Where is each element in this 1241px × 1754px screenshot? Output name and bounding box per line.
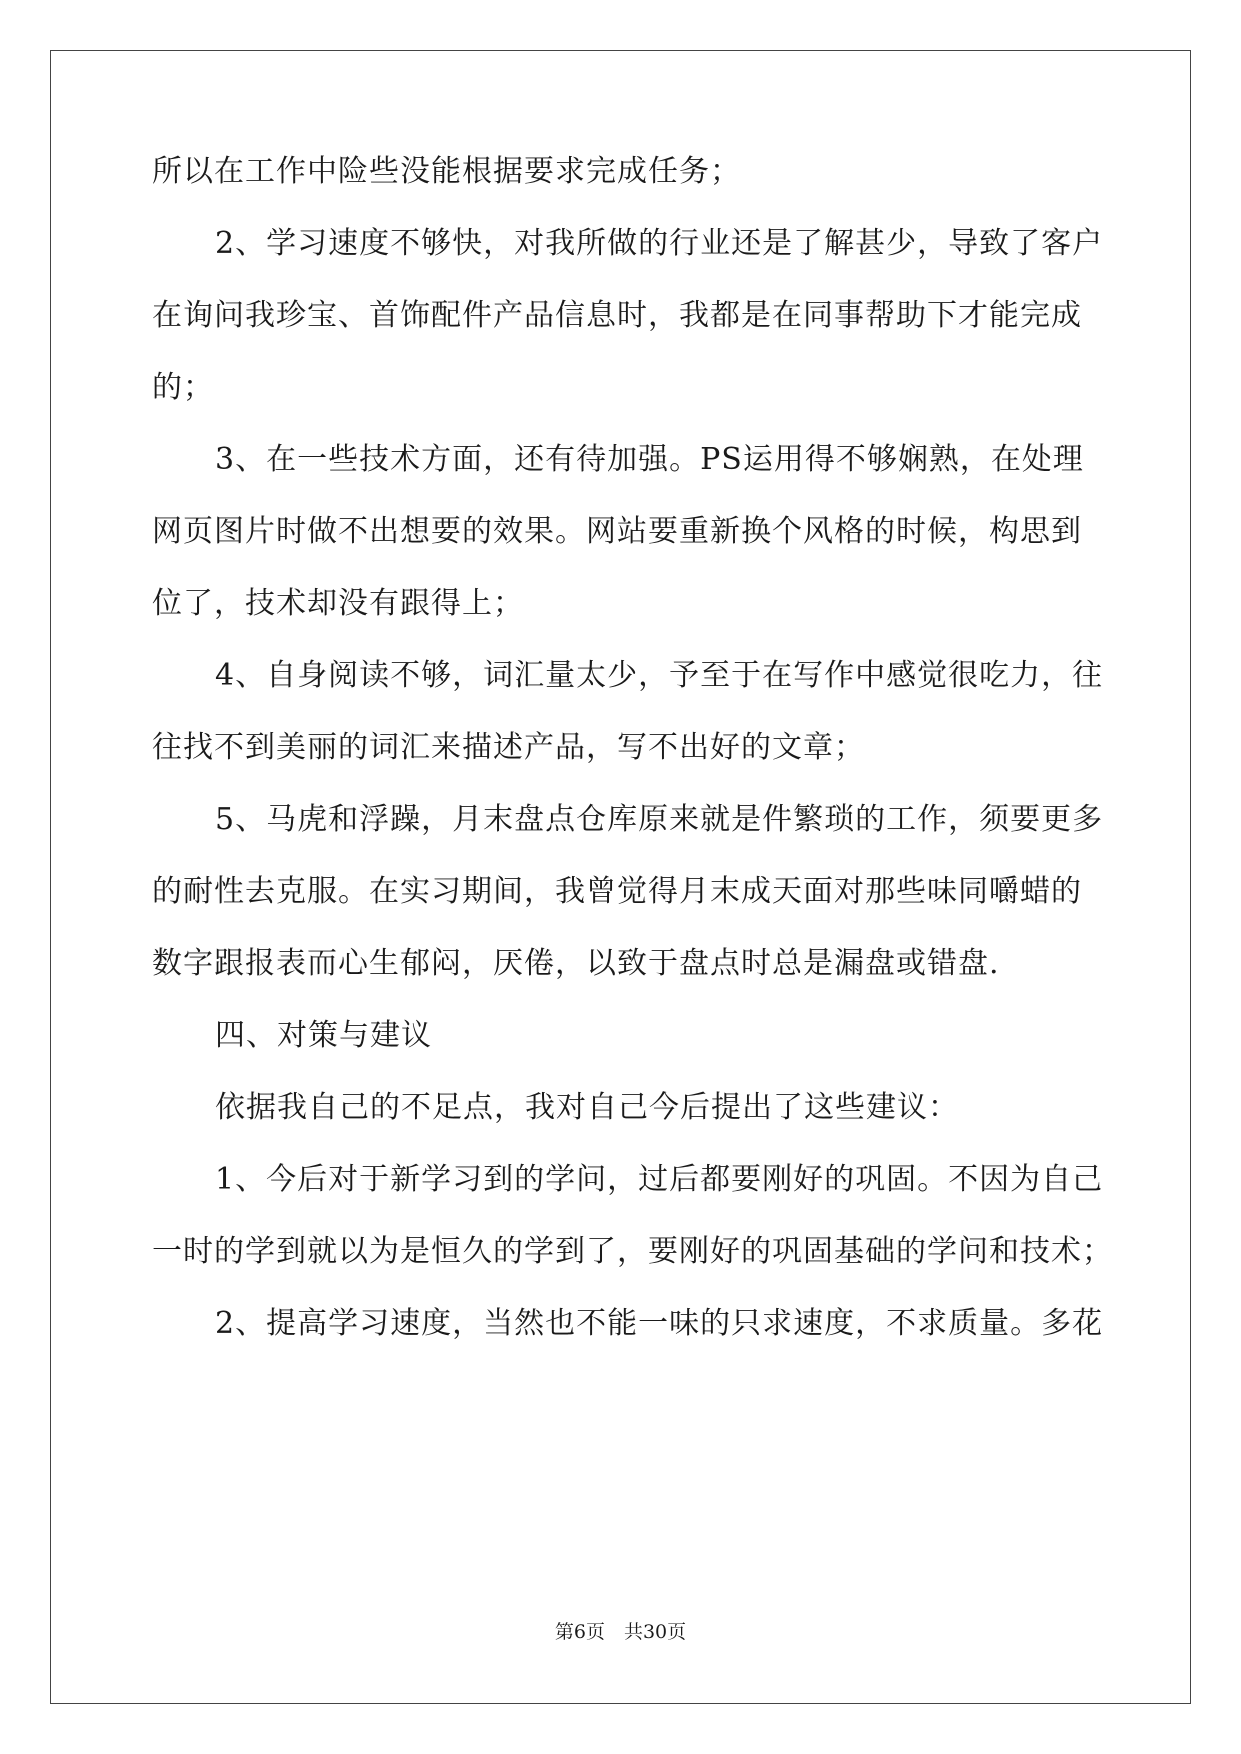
text-line: 的； xyxy=(152,370,214,405)
text-line: 网页图片时做不出想要的效果。网站要重新换个风格的时候，构思到 xyxy=(152,514,1082,549)
text-line: 依据我自己的不足点，我对自己今后提出了这些建议： xyxy=(215,1090,959,1125)
text-line: 数字跟报表而心生郁闷，厌倦，以致于盘点时总是漏盘或错盘. xyxy=(152,946,1000,981)
text-line: 1、今后对于新学习到的学问，过后都要刚好的巩固。不因为自己 xyxy=(215,1162,1104,1197)
text-line: 在询问我珍宝、首饰配件产品信息时，我都是在同事帮助下才能完成 xyxy=(152,298,1082,333)
text-line: 往找不到美丽的词汇来描述产品，写不出好的文章； xyxy=(152,730,865,765)
text-line: 2、学习速度不够快，对我所做的行业还是了解甚少，导致了客户 xyxy=(215,226,1104,261)
text-line: 5、马虎和浮躁，月末盘点仓库原来就是件繁琐的工作，须要更多 xyxy=(215,802,1104,837)
text-line: 4、自身阅读不够，词汇量太少，予至于在写作中感觉很吃力，往 xyxy=(215,658,1104,693)
section-heading: 四、对策与建议 xyxy=(215,1018,432,1053)
text-line: 位了，技术却没有跟得上； xyxy=(152,586,524,621)
text-line: 的耐性去克服。在实习期间，我曾觉得月末成天面对那些味同嚼蜡的 xyxy=(152,874,1082,909)
page-number-footer: 第6页 共30页 xyxy=(554,1621,687,1643)
text-line: 3、在一些技术方面，还有待加强。PS运用得不够娴熟，在处理 xyxy=(215,442,1084,477)
text-line: 一时的学到就以为是恒久的学到了，要刚好的巩固基础的学问和技术； xyxy=(152,1234,1113,1269)
text-line: 2、提高学习速度，当然也不能一味的只求速度，不求质量。多花 xyxy=(215,1306,1104,1341)
text-line: 所以在工作中险些没能根据要求完成任务； xyxy=(152,154,741,189)
